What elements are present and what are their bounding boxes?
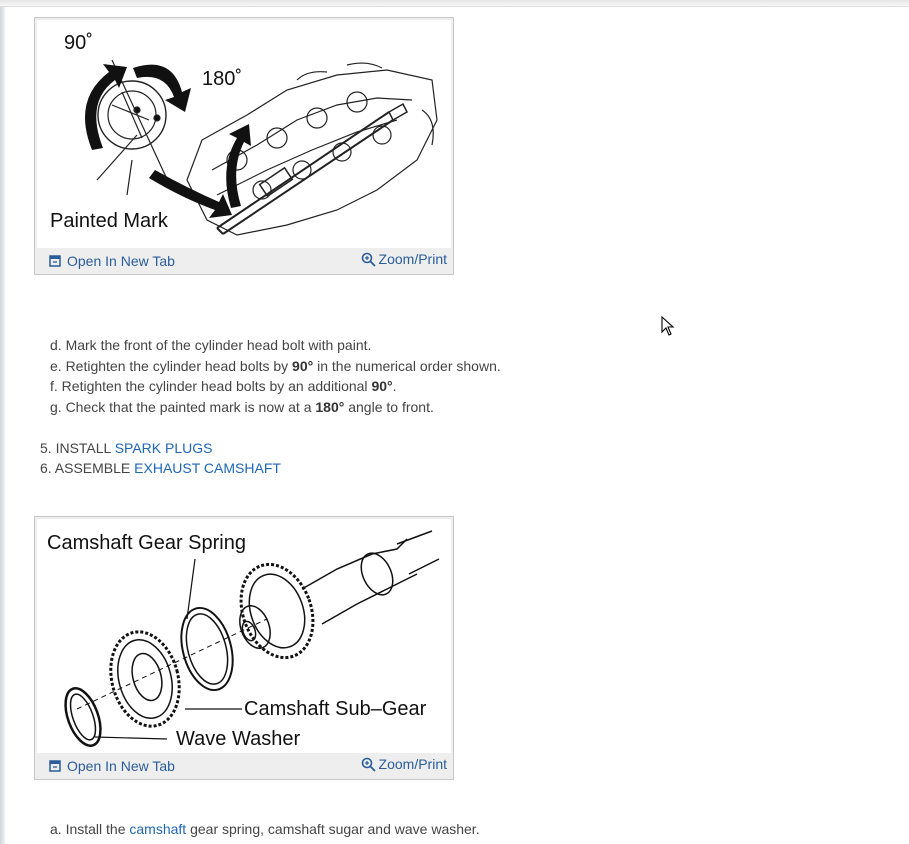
step-5 xyxy=(40,438,281,458)
step-a-install xyxy=(50,821,480,837)
camshaft-gear-illustration xyxy=(37,519,451,753)
label-camshaft-sub-gear: Camshaft Sub–Gear xyxy=(244,698,427,720)
step-g xyxy=(50,397,501,418)
label-painted-mark: Painted Mark xyxy=(50,210,168,232)
exhaust-camshaft-link[interactable]: EXHAUST CAMSHAFT xyxy=(134,460,281,476)
substeps-list xyxy=(50,335,501,418)
spark-plugs-link[interactable]: SPARK PLUGS xyxy=(114,440,213,456)
main-steps-list xyxy=(40,438,281,478)
step-e-bold: 90° xyxy=(292,357,314,374)
new-tab-icon xyxy=(49,255,61,267)
top-toolbar-edge xyxy=(0,0,909,7)
step-a-post: gear spring, camshaft sugar and wave washer. xyxy=(186,821,480,837)
open-in-new-tab-label: Open In New Tab xyxy=(67,253,175,269)
step-g-pre: g. Check that the painted mark is now at a xyxy=(50,399,316,416)
step-f-bold: 90° xyxy=(371,378,393,395)
label-camshaft-gear-spring: Camshaft Gear Spring xyxy=(47,532,246,554)
label-90-degrees: 90˚ xyxy=(64,32,93,54)
zoom-print-label: Zoom/Print xyxy=(378,756,447,772)
step-g-post: angle to front. xyxy=(344,399,434,416)
figure-camshaft-gear-diagram xyxy=(34,516,454,780)
zoom-print-label: Zoom/Print xyxy=(378,251,447,267)
step-f-pre: f. Retighten the cylinder head bolts by an additional xyxy=(50,378,372,395)
step-6 xyxy=(40,458,281,478)
step-f-post: . xyxy=(392,378,397,395)
zoom-icon xyxy=(361,757,376,772)
zoom-print-link[interactable] xyxy=(361,251,447,267)
new-tab-icon xyxy=(49,760,61,772)
figure-toolbar xyxy=(37,248,451,272)
label-180-degrees: 180˚ xyxy=(202,68,243,90)
head-bolt-illustration xyxy=(37,20,451,248)
figure-head-bolt-diagram xyxy=(34,17,454,275)
zoom-print-link[interactable] xyxy=(361,756,447,772)
open-in-new-tab-label: Open In New Tab xyxy=(67,758,175,774)
left-scroll-edge xyxy=(0,7,5,844)
step-6-prefix: 6. ASSEMBLE xyxy=(40,460,135,476)
step-e-post: in the numerical order shown. xyxy=(313,357,501,374)
label-wave-washer: Wave Washer xyxy=(176,728,301,750)
zoom-icon xyxy=(361,252,376,267)
open-in-new-tab-link[interactable] xyxy=(49,758,175,774)
step-5-prefix: 5. INSTALL xyxy=(40,440,115,456)
step-e xyxy=(50,356,501,377)
figure-toolbar xyxy=(37,753,451,777)
step-g-bold: 180° xyxy=(315,399,345,416)
step-f xyxy=(50,376,501,397)
mouse-pointer-icon xyxy=(661,316,675,336)
camshaft-link[interactable]: camshaft xyxy=(129,821,187,837)
step-d-text: d. Mark the front of the cylinder head bolt with paint. xyxy=(50,337,372,353)
step-d xyxy=(50,335,501,356)
open-in-new-tab-link[interactable] xyxy=(49,253,175,269)
step-e-pre: e. Retighten the cylinder head bolts by xyxy=(50,357,293,374)
step-a-pre: a. Install the xyxy=(50,821,130,837)
